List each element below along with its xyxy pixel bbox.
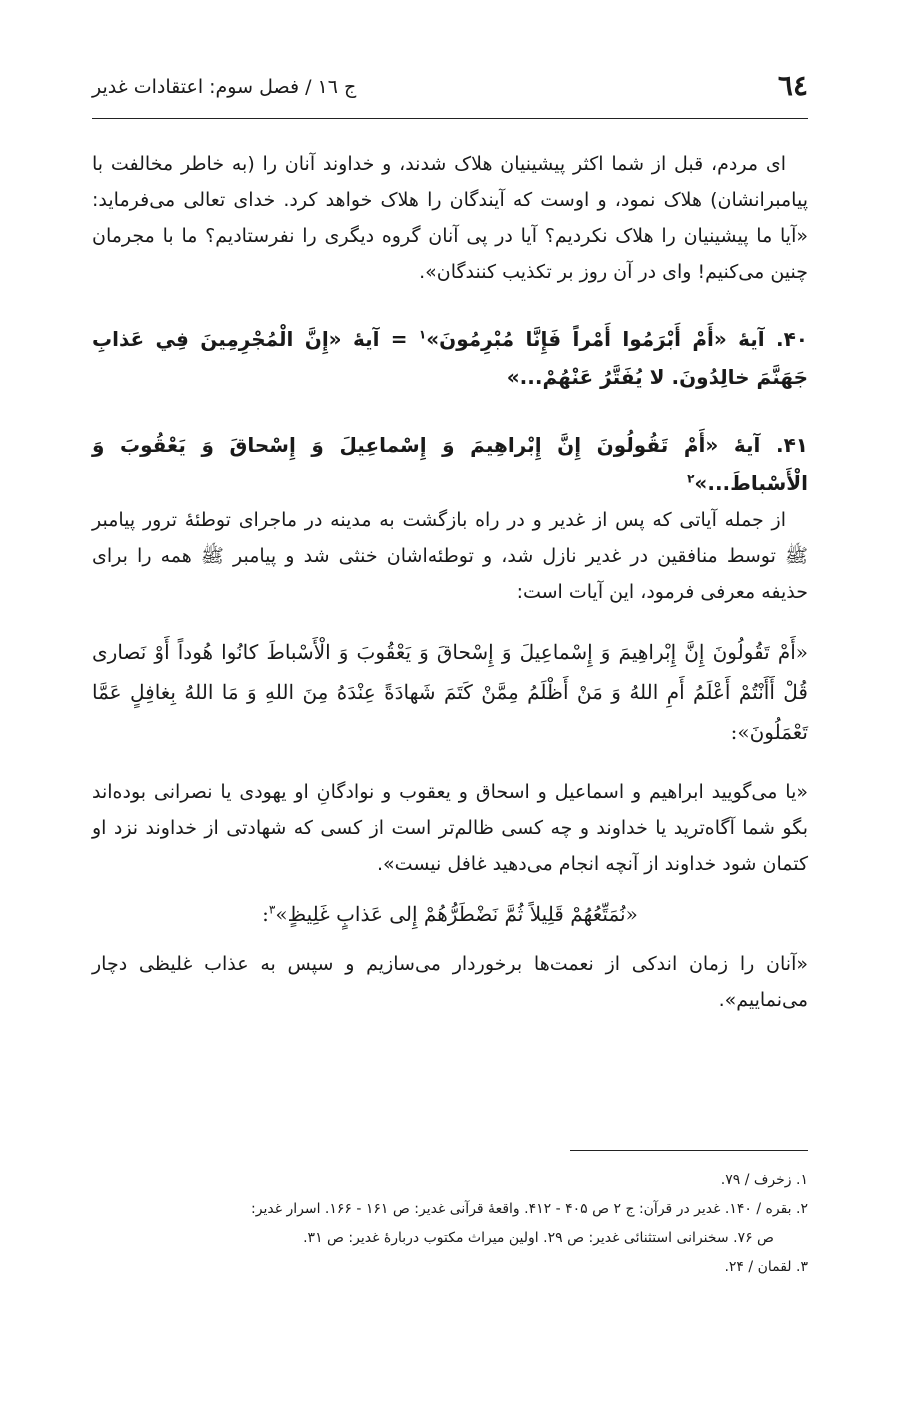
footnote-ref-2: ۲ [687, 471, 695, 486]
verse-41-text: آیهٔ «أَمْ تَقُولُونَ إِنَّ إِبْراهِيمَ وَ إِسْماعِيلَ وَ إِسْحاقَ وَ يَعْقُوبَ وَ الْأَسْباطَ...» [92, 433, 808, 495]
verse-40-text: آیهٔ «أَمْ أَبْرَمُوا أَمْراً فَإِنَّا مُبْرِمُونَ» [426, 327, 765, 351]
verse-40-text-2: = آیهٔ «إِنَّ الْمُجْرِمِينَ فِي عَذابِ جَهَنَّمَ خالِدُونَ. لا يُفَتَّرُ عَنْهُمْ...» [92, 327, 808, 389]
footnote-3: ۳. لقمان / ۲۴. [724, 1259, 808, 1275]
header-divider [92, 118, 808, 119]
page-header [92, 66, 808, 116]
verse-41-explanation: از جمله آیاتی که پس از غدیر و در راه بازگشت به مدینه در ماجرای توطئهٔ ترور پیامبر ﷺ توسط منافقین در غدیر نازل شد، و توطئه‌اشان خنثی شد و پیامبر ﷺ همه را برای حذیفه معرفی فرمود، این آیات است: [92, 509, 808, 603]
quran-quote-2-end: : [262, 902, 269, 926]
translation-2: «آنان را زمان اندکی از نعمت‌ها برخوردار می‌سازیم و سپس به عذاب غلیظی دچار می‌نماییم». [92, 953, 808, 1011]
verse-41-number: ۴۱. [775, 433, 809, 457]
footnote-1: ۱. زخرف / ۷۹. [720, 1172, 808, 1188]
translation-1: «یا می‌گویید ابراهیم و اسماعیل و اسحاق و یعقوب و نوادگانِ او یهودی یا نصرانی بوده‌اند بگو شما آگاه‌ترید یا خداوند و چه کسی ظالم‌تر است از کسی که شهادتی از خداوند نزد او کتمان شود خداوند از آنچه انجام می‌دهید غافل نیست». [92, 781, 808, 875]
verse-40-heading [92, 320, 808, 396]
quran-quote-1: «أَمْ تَقُولُونَ إِنَّ إِبْراهِيمَ وَ إِسْماعِيلَ وَ إِسْحاقَ وَ يَعْقُوبَ وَ الْأَسْباطَ كانُوا هُوداً أَوْ نَصارى قُلْ أَأَنْتُمْ أَعْلَمُ أَمِ اللهُ وَ مَنْ أَظْلَمُ مِمَّنْ كَتَمَ شَهادَةً عِنْدَهُ مِنَ اللهِ وَ مَا اللهُ بِغافِلٍ عَمَّا تَعْمَلُونَ»: [92, 640, 808, 744]
footnotes [92, 1166, 808, 1282]
book-page [92, 0, 808, 1405]
footnote-divider [570, 1150, 808, 1151]
footnote-2-line-1: ۲. بقره / ۱۴۰. غدیر در قرآن: ج ۲ ص ۴۰۵ - ۴۱۲. واقعهٔ قرآنی غدیر: ص ۱۶۱ - ۱۶۶. اسرار غدیر: [251, 1201, 808, 1217]
verse-41-heading [92, 426, 808, 502]
quran-quote-2 [92, 894, 808, 934]
intro-paragraph: ای مردم، قبل از شما اکثر پیشینیان هلاک شدند، و خداوند آنان را (به خاطر مخالفت با پیامبرانشان) هلاک نمود، و اوست که آیندگان را هلاک خواهد کرد. خدای تعالی می‌فرماید: «آیا ما پیشینیان را هلاک نکردیم؟ آیا در پی آنان گروه دیگری را نفرستادیم؟ ما با مجرمان چنین می‌کنیم! وای در آن روز بر تکذیب کنندگان». [92, 153, 808, 283]
footnote-ref-3: ۳ [268, 902, 276, 917]
page-number: ٦٤ [777, 69, 808, 102]
footnote-ref-1: ۱ [418, 327, 427, 342]
running-head: ج ١٦ / فصل سوم: اعتقادات غدیر [92, 76, 357, 98]
main-text [92, 146, 808, 1018]
quran-quote-2-text: «نُمَتِّعُهُمْ قَلِيلاً ثُمَّ نَضْطَرُّهُمْ إِلى عَذابٍ غَلِيظٍ» [275, 902, 638, 926]
footnote-2-line-2: ص ۷۶. سخنرانی استثنائی غدیر: ص ۲۹. اولین میراث مکتوب دربارهٔ غدیر: ص ۳۱. [303, 1230, 774, 1246]
verse-40-number: ۴۰. [775, 327, 808, 351]
